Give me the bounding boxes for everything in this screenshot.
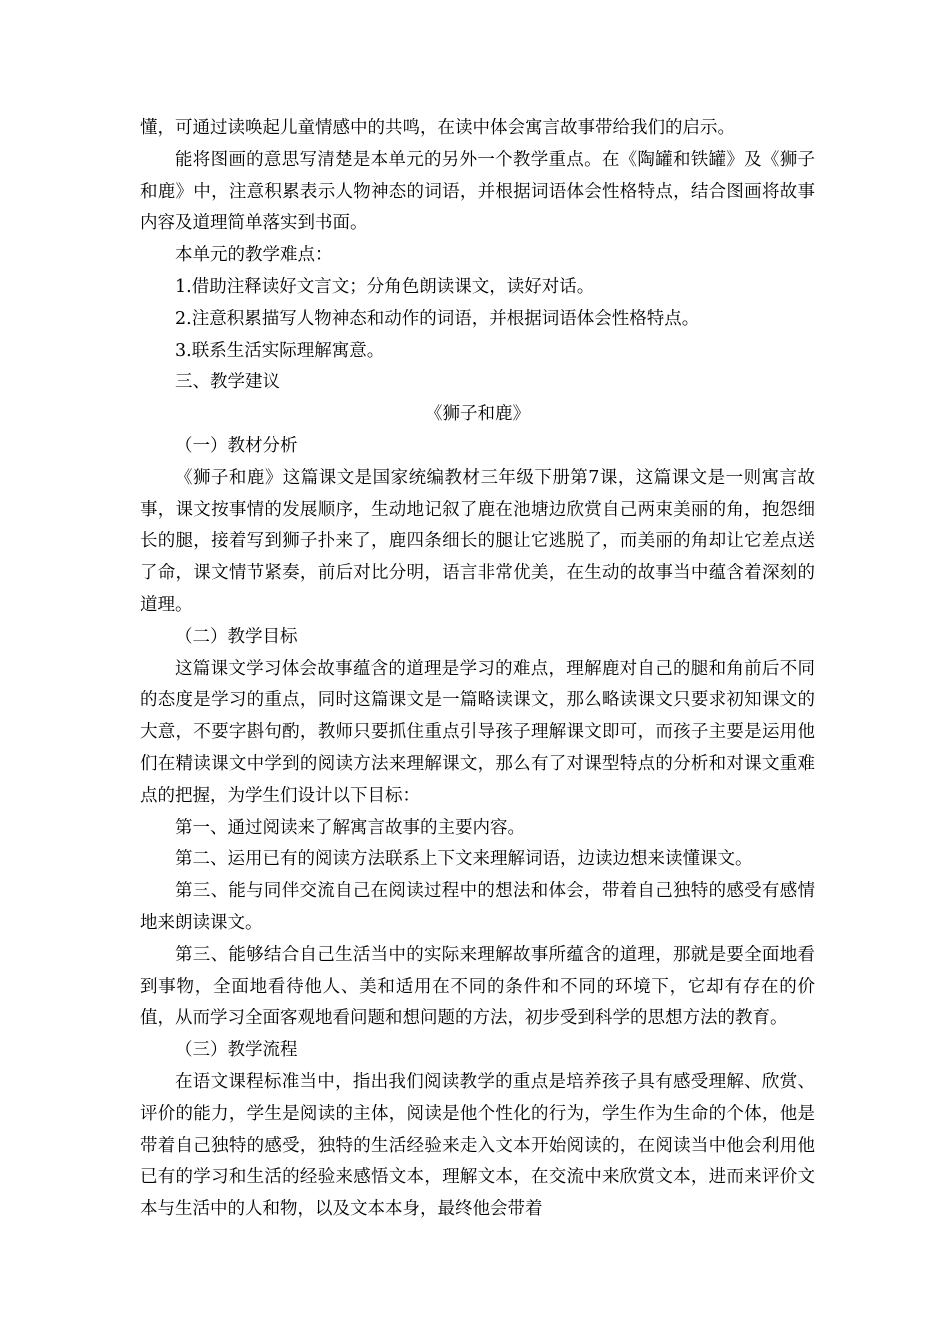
paragraph-difficulty-heading: 本单元的教学难点：: [175, 245, 333, 266]
list-item-difficulty-3: 3.联系生活实际理解寓意。: [175, 340, 385, 361]
list-item-difficulty-1: 1.借助注释读好文言文；分角色朗读课文，读好对话。: [175, 276, 595, 297]
paragraph-material-analysis: 《狮子和鹿》这篇课文是国家统编教材三年级下册第7课，这篇课文是一则寓言故事，课文按事情的发展顺序，生动地记叙了鹿在池塘边欣赏自己两束美丽的角，抱怨细长的腿，接着写到狮子扑来了，鹿四条细长的腿让它逃脱了，而美丽的角却让它差点送了命，课文情节紧奏，前后对比分明，语言非常优美，在生动的故事当中蕴含着深刻的道理。: [140, 467, 815, 615]
lesson-title: 《狮子和鹿》: [425, 404, 530, 425]
section-heading-teaching-suggestions: 三、教学建议: [175, 372, 280, 393]
paragraph-teaching-goals: 这篇课文学习体会故事蕴含的道理是学习的难点，理解鹿对自己的腿和角前后不同的态度是学习的重点，同时这篇课文是一篇略读课文，那么略读课文只要求初知课文的大意，不要字斟句酌，教师只要抓住重点引导孩子理解课文即可，而孩子主要是运用他们在精读课文中学到的阅读方法来理解课文，那么有了对课型特点的分析和对课文重难点的把握，为学生们设计以下目标：: [140, 658, 815, 806]
subheading-teaching-goals: （二）教学目标: [175, 626, 298, 647]
goal-item-1: 第一、通过阅读来了解寓言故事的主要内容。: [175, 817, 525, 838]
goal-item-3: 第三、能与同伴交流自己在阅读过程中的想法和体会，带着自己独特的感受有感情地来朗读课文。: [140, 881, 815, 933]
paragraph-continuation: 懂，可通过读唤起儿童情感中的共鸣，在读中体会寓言故事带给我们的启示。: [140, 118, 735, 138]
document-page: [140, 113, 815, 1226]
subheading-material-analysis: （一）教材分析: [175, 435, 298, 456]
goal-item-4: 第三、能够结合自己生活当中的实际来理解故事所蕴含的道理，那就是要全面地看到事物，全面地看待他人、美和适用在不同的条件和不同的环境下，它却有存在的价值，从而学习全面客观地看问题和想问题的方法，初步受到科学的思想方法的教育。: [140, 944, 815, 1029]
goal-item-2: 第二、运用已有的阅读方法联系上下文来理解词语，边读边想来读懂课文。: [175, 849, 753, 870]
paragraph-teaching-process: 在语文课程标准当中，指出我们阅读教学的重点是培养孩子具有感受理解、欣赏、评价的能力，学生是阅读的主体，阅读是他个性化的行为，学生作为生命的个体，他是带着自己独特的感受，独特的生活经验来走入文本开始阅读的，在阅读当中他会利用他已有的学习和生活的经验来感悟文本，理解文本，在交流中来欣赏文本，进而来评价文本与生活中的人和物，以及文本本身，最终他会带着: [140, 1071, 815, 1220]
paragraph-unit-focus: 能将图画的意思写清楚是本单元的另外一个教学重点。在《陶罐和铁罐》及《狮子和鹿》中，注意积累表示人物神态的词语，并根据词语体会性格特点，结合图画将故事内容及道理简单落实到书面。: [140, 149, 815, 234]
list-item-difficulty-2: 2.注意积累描写人物神态和动作的词语，并根据词语体会性格特点。: [175, 308, 700, 329]
subheading-teaching-process: （三）教学流程: [175, 1040, 298, 1061]
